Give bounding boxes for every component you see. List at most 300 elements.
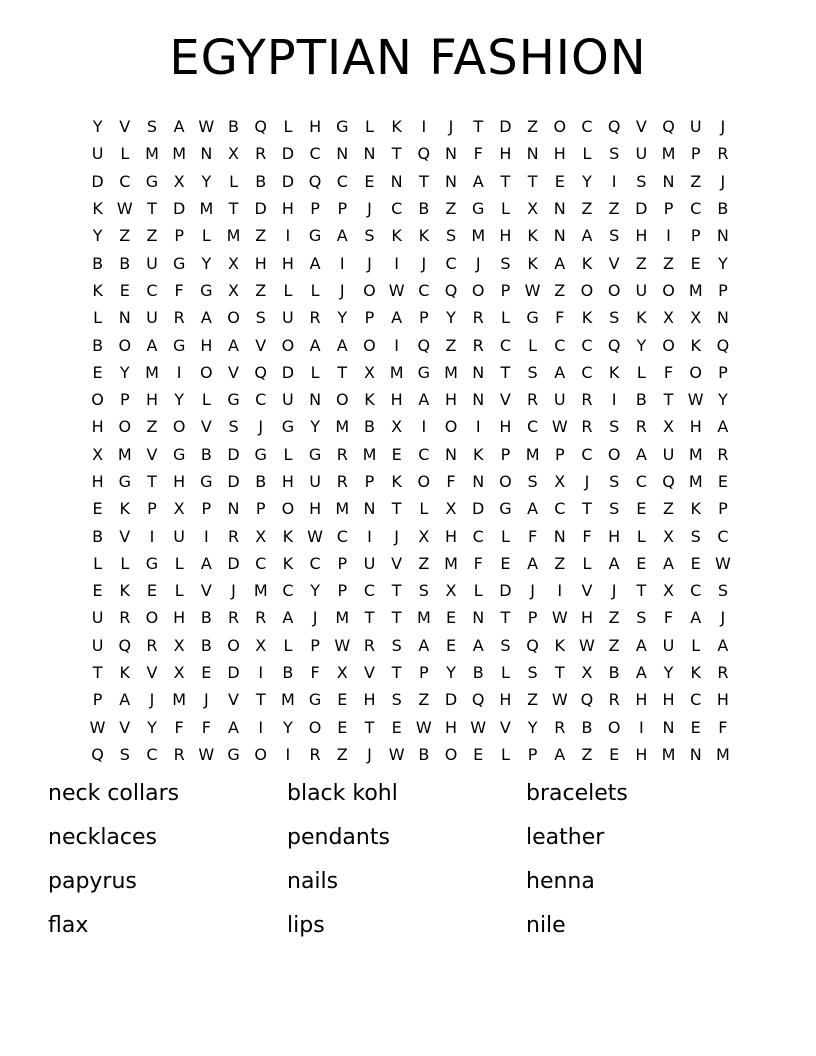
grid-cell: U (146, 308, 158, 328)
grid-cell: T (391, 581, 402, 601)
grid-cell: F (527, 526, 538, 546)
grid-cell: Y (582, 171, 592, 191)
grid-cell: Q (716, 335, 730, 355)
grid-cell: O (662, 280, 675, 300)
grid-cell: D (227, 553, 240, 573)
grid-cell: N (662, 171, 675, 191)
grid-cell: K (391, 226, 402, 246)
grid-cell: S (527, 362, 538, 382)
grid-cell: S (609, 472, 620, 491)
word-list-item: nails (287, 869, 339, 894)
grid-cell: M (335, 417, 350, 437)
word-list-item: bracelets (526, 781, 628, 806)
grid-cell: H (309, 499, 322, 519)
grid-cell: A (418, 635, 430, 655)
grid-cell: E (636, 499, 647, 519)
grid-cell: T (418, 171, 429, 191)
word-list-item: flax (48, 913, 89, 938)
grid-cell: N (445, 171, 458, 191)
grid-cell: H (499, 690, 512, 710)
grid-cell: I (611, 390, 617, 410)
grid-cell: N (689, 744, 702, 764)
grid-cell: M (362, 444, 377, 464)
grid-cell: C (391, 199, 403, 219)
grid-cell: Q (118, 635, 132, 655)
grid-cell: J (149, 690, 155, 710)
grid-cell: Z (445, 335, 457, 355)
grid-cell: U (309, 472, 321, 491)
grid-cell: I (258, 717, 264, 737)
grid-cell: K (119, 499, 131, 519)
grid-cell: P (663, 199, 674, 219)
grid-cell: O (227, 308, 240, 328)
grid-cell: S (609, 144, 620, 164)
grid-cell: J (312, 608, 318, 628)
grid-cell: F (663, 608, 674, 628)
grid-cell: P (527, 744, 538, 764)
grid-row (84, 522, 737, 549)
grid-cell: J (448, 117, 454, 137)
grid-cell: C (581, 335, 593, 355)
grid-cell: T (527, 171, 538, 191)
grid-cell: Y (718, 253, 728, 273)
grid-cell: W (388, 744, 405, 764)
grid-cell: N (363, 144, 376, 164)
grid-cell: O (689, 362, 703, 382)
grid-cell: U (363, 553, 376, 573)
grid-cell: R (554, 717, 566, 737)
word-list-item: necklaces (48, 825, 158, 850)
grid-cell: Y (283, 717, 293, 737)
grid-cell: E (445, 635, 457, 655)
grid-cell: H (662, 690, 675, 710)
grid-cell: O (580, 280, 594, 300)
grid-cell: P (337, 199, 348, 219)
grid-cell: L (500, 526, 510, 546)
grid-cell: G (281, 417, 295, 437)
grid-cell: Z (255, 226, 267, 246)
grid-cell: X (228, 144, 240, 164)
grid-cell: S (500, 635, 511, 655)
grid-cell: C (690, 690, 702, 710)
grid-cell: T (500, 608, 511, 628)
grid-cell: F (174, 280, 184, 300)
grid-cell: Q (662, 117, 675, 137)
grid-cell: H (200, 335, 213, 355)
grid-cell: P (255, 499, 266, 519)
grid-cell: G (118, 472, 131, 491)
grid-cell: Y (119, 362, 130, 382)
grid-cell: J (203, 690, 209, 710)
grid-cell: J (584, 472, 590, 491)
grid-cell: H (499, 417, 512, 437)
grid-cell: Z (581, 744, 593, 764)
grid-cell: J (367, 253, 372, 273)
grid-cell: P (147, 499, 157, 519)
grid-cell: W (334, 635, 351, 655)
grid-cell: O (145, 608, 159, 628)
grid-cell: U (635, 144, 648, 164)
grid-cell: W (524, 280, 541, 300)
grid-cell: H (445, 717, 458, 737)
grid-cell: K (282, 553, 294, 573)
grid-cell: P (310, 635, 320, 655)
page-title: EGYPTIAN FASHION (169, 30, 647, 86)
grid-cell: K (608, 362, 620, 382)
grid-cell: W (89, 717, 106, 737)
grid-cell: B (418, 744, 430, 764)
grid-cell: K (527, 226, 538, 246)
grid-row (84, 222, 737, 249)
grid-cell: D (91, 171, 104, 191)
grid-cell: K (581, 308, 593, 328)
grid-cell: H (635, 226, 648, 246)
grid-cell: H (635, 744, 648, 764)
grid-cell: V (200, 417, 212, 437)
grid-cell: R (472, 335, 484, 355)
grid-cell: F (718, 717, 728, 737)
grid-cell: A (663, 553, 674, 573)
grid-cell: X (663, 526, 675, 546)
grid-cell: Y (663, 663, 674, 683)
grid-cell: C (554, 499, 566, 519)
grid-cell: E (364, 171, 375, 191)
grid-cell: R (255, 608, 267, 628)
grid-cell: L (691, 635, 701, 655)
grid-cell: A (472, 635, 484, 655)
grid-cell: J (339, 280, 345, 300)
grid-cell: F (555, 308, 565, 328)
grid-cell: B (581, 717, 593, 737)
grid-cell: L (500, 744, 510, 764)
grid-cell: H (445, 390, 458, 410)
grid-cell: R (635, 417, 647, 437)
grid-cell: Y (310, 417, 320, 437)
grid-cell: C (445, 253, 457, 273)
grid-cell: K (92, 199, 103, 219)
grid-cell: N (227, 499, 240, 519)
grid-cell: W (551, 608, 568, 628)
grid-cell: L (636, 526, 646, 546)
grid-cell: O (553, 117, 567, 137)
grid-cell: A (717, 417, 729, 437)
grid-cell: O (254, 744, 268, 764)
grid-cell: L (283, 635, 293, 655)
grid-row (84, 386, 737, 413)
grid-cell: C (717, 526, 729, 546)
grid-cell: M (117, 444, 132, 464)
grid-cell: S (690, 526, 701, 546)
grid-cell: R (336, 472, 348, 491)
grid-cell: R (717, 444, 729, 464)
grid-cell: E (391, 444, 402, 464)
grid-cell: A (200, 553, 212, 573)
grid-cell: L (93, 308, 103, 328)
grid-cell: S (391, 690, 402, 710)
grid-cell: F (310, 663, 320, 683)
grid-cell: N (716, 308, 729, 328)
grid-cell: O (607, 280, 621, 300)
grid-cell: H (254, 253, 267, 273)
grid-cell: L (500, 308, 510, 328)
grid-cell: G (254, 444, 267, 464)
grid-cell: A (200, 308, 212, 328)
grid-row (84, 113, 737, 140)
grid-cell: J (611, 581, 617, 601)
grid-cell: E (473, 744, 484, 764)
grid-cell: P (337, 581, 348, 601)
grid-cell: G (336, 117, 349, 137)
grid-cell: C (418, 280, 430, 300)
grid-cell: A (717, 635, 729, 655)
grid-cell: B (119, 253, 131, 273)
grid-cell: L (310, 280, 320, 300)
grid-cell: N (553, 226, 566, 246)
grid-cell: L (500, 199, 510, 219)
grid-cell: X (92, 444, 104, 464)
grid-cell: S (228, 417, 239, 437)
grid-cell: B (282, 663, 294, 683)
word-list-item: lips (287, 913, 325, 938)
grid-cell: O (417, 472, 431, 491)
grid-cell: Z (554, 280, 566, 300)
grid-cell: X (663, 581, 675, 601)
grid-cell: K (92, 280, 103, 300)
grid-row (84, 495, 737, 522)
grid-cell: N (336, 144, 349, 164)
grid-cell: M (335, 608, 350, 628)
grid-cell: H (580, 608, 593, 628)
grid-cell: C (255, 553, 267, 573)
grid-cell: X (173, 635, 185, 655)
grid-cell: T (391, 663, 402, 683)
grid-cell: U (689, 117, 702, 137)
grid-cell: C (146, 280, 158, 300)
grid-cell: L (201, 390, 211, 410)
grid-cell: M (688, 280, 703, 300)
grid-cell: C (309, 144, 321, 164)
grid-cell: A (309, 335, 321, 355)
grid-cell: N (472, 362, 485, 382)
grid-row (84, 441, 737, 468)
grid-cell: V (363, 663, 375, 683)
grid-cell: D (227, 472, 240, 491)
grid-cell: X (363, 362, 375, 382)
grid-cell: G (172, 335, 186, 355)
grid-cell: P (554, 444, 565, 464)
grid-cell: Z (255, 280, 267, 300)
grid-cell: C (146, 744, 158, 764)
grid-cell: M (716, 744, 730, 764)
grid-cell: A (527, 499, 539, 519)
grid-cell: P (718, 499, 728, 519)
grid-cell: N (445, 144, 458, 164)
grid-cell: G (472, 199, 485, 219)
grid-cell: O (662, 335, 675, 355)
grid-cell: E (636, 553, 647, 573)
grid-cell: H (608, 526, 621, 546)
grid-row (84, 604, 737, 631)
grid-cell: E (337, 690, 348, 710)
grid-cell: T (500, 362, 511, 382)
grid-cell: Z (418, 553, 430, 573)
grid-cell: E (500, 553, 511, 573)
grid-cell: M (145, 144, 159, 164)
grid-cell: P (500, 280, 511, 300)
grid-cell: L (636, 362, 646, 382)
grid-cell: I (285, 744, 291, 764)
grid-cell: K (391, 117, 402, 137)
grid-cell: G (145, 553, 159, 573)
grid-cell: K (119, 581, 131, 601)
grid-cell: J (530, 581, 535, 601)
grid-cell: L (582, 144, 592, 164)
grid-cell: E (119, 280, 130, 300)
grid-cell: I (421, 417, 427, 437)
grid-cell: A (635, 444, 647, 464)
grid-cell: C (336, 171, 348, 191)
word-search-grid (84, 113, 737, 768)
grid-cell: N (526, 144, 539, 164)
grid-cell: T (636, 581, 647, 601)
grid-cell: P (201, 499, 212, 519)
grid-cell: L (528, 335, 538, 355)
grid-cell: J (367, 199, 372, 219)
grid-cell: J (394, 526, 400, 546)
grid-cell: F (201, 717, 211, 737)
grid-cell: R (717, 663, 729, 683)
grid-cell: P (500, 444, 511, 464)
grid-cell: J (258, 417, 264, 437)
grid-cell: Z (690, 171, 702, 191)
grid-cell: Z (146, 226, 158, 246)
grid-cell: C (363, 581, 376, 601)
grid-cell: P (310, 199, 320, 219)
grid-cell: O (281, 335, 295, 355)
grid-cell: Q (580, 690, 594, 710)
grid-cell: N (716, 226, 729, 246)
grid-cell: X (391, 417, 403, 437)
grid-cell: A (554, 744, 566, 764)
grid-cell: T (228, 199, 239, 219)
grid-cell: X (445, 581, 457, 601)
grid-cell: A (146, 335, 158, 355)
grid-cell: M (172, 690, 187, 710)
grid-cell: M (471, 226, 486, 246)
grid-cell: C (581, 117, 593, 137)
grid-cell: O (200, 362, 213, 382)
grid-cell: Z (146, 417, 158, 437)
grid-cell: A (554, 253, 566, 273)
grid-cell: E (337, 717, 348, 737)
grid-cell: Z (445, 199, 457, 219)
grid-cell: G (227, 744, 240, 764)
grid-cell: W (415, 717, 432, 737)
grid-cell: S (609, 308, 620, 328)
grid-cell: T (364, 717, 375, 737)
grid-cell: K (690, 663, 701, 683)
grid-cell: L (473, 581, 483, 601)
grid-cell: M (145, 362, 159, 382)
grid-cell: E (92, 581, 103, 601)
grid-cell: A (336, 335, 348, 355)
grid-cell: P (690, 144, 701, 164)
grid-cell: N (309, 390, 322, 410)
grid-cell: I (421, 117, 427, 137)
grid-cell: D (635, 199, 648, 219)
grid-cell: K (554, 635, 566, 655)
grid-cell: P (174, 226, 184, 246)
grid-cell: G (417, 362, 431, 382)
grid-cell: M (416, 608, 431, 628)
grid-cell: A (635, 635, 647, 655)
grid-cell: B (717, 199, 729, 219)
grid-cell: S (609, 226, 620, 246)
grid-cell: L (229, 171, 238, 191)
grid-cell: J (421, 253, 427, 273)
word-list-item: pendants (287, 825, 390, 850)
grid-cell: N (200, 144, 213, 164)
grid-cell: B (92, 335, 104, 355)
grid-cell: H (91, 417, 104, 437)
grid-cell: O (118, 335, 132, 355)
grid-cell: V (119, 117, 131, 137)
grid-cell: J (231, 581, 236, 601)
grid-row (84, 140, 737, 167)
grid-cell: P (119, 390, 130, 410)
grid-cell: V (228, 362, 239, 382)
grid-cell: P (718, 362, 728, 382)
grid-cell: I (339, 253, 345, 273)
grid-cell: H (716, 690, 729, 710)
grid-cell: W (198, 744, 215, 764)
grid-cell: D (254, 199, 267, 219)
grid-cell: U (173, 526, 186, 546)
grid-cell: D (499, 117, 512, 137)
grid-cell: U (282, 308, 294, 328)
grid-cell: L (174, 581, 184, 601)
grid-cell: K (527, 253, 538, 273)
grid-cell: R (608, 690, 620, 710)
grid-cell: H (309, 117, 322, 137)
grid-cell: B (228, 117, 240, 137)
grid-cell: C (336, 526, 348, 546)
grid-cell: C (690, 581, 702, 601)
grid-cell: H (390, 390, 403, 410)
grid-cell: W (687, 390, 704, 410)
grid-cell: H (553, 144, 566, 164)
grid-cell: M (444, 362, 458, 382)
grid-cell: I (203, 526, 209, 546)
grid-cell: N (390, 171, 403, 191)
grid-cell: A (228, 717, 239, 737)
grid-cell: U (635, 280, 648, 300)
grid-cell: P (364, 472, 375, 491)
grid-cell: E (554, 171, 565, 191)
grid-cell: R (309, 308, 321, 328)
grid-cell: C (581, 444, 593, 464)
grid-cell: W (551, 690, 568, 710)
grid-cell: X (336, 663, 348, 683)
grid-cell: A (336, 226, 348, 246)
grid-cell: X (173, 499, 185, 519)
grid-cell: O (363, 280, 376, 300)
grid-cell: O (118, 417, 132, 437)
grid-cell: A (635, 663, 647, 683)
grid-cell: X (255, 526, 267, 546)
grid-cell: D (281, 362, 295, 382)
grid-cell: M (688, 472, 703, 491)
